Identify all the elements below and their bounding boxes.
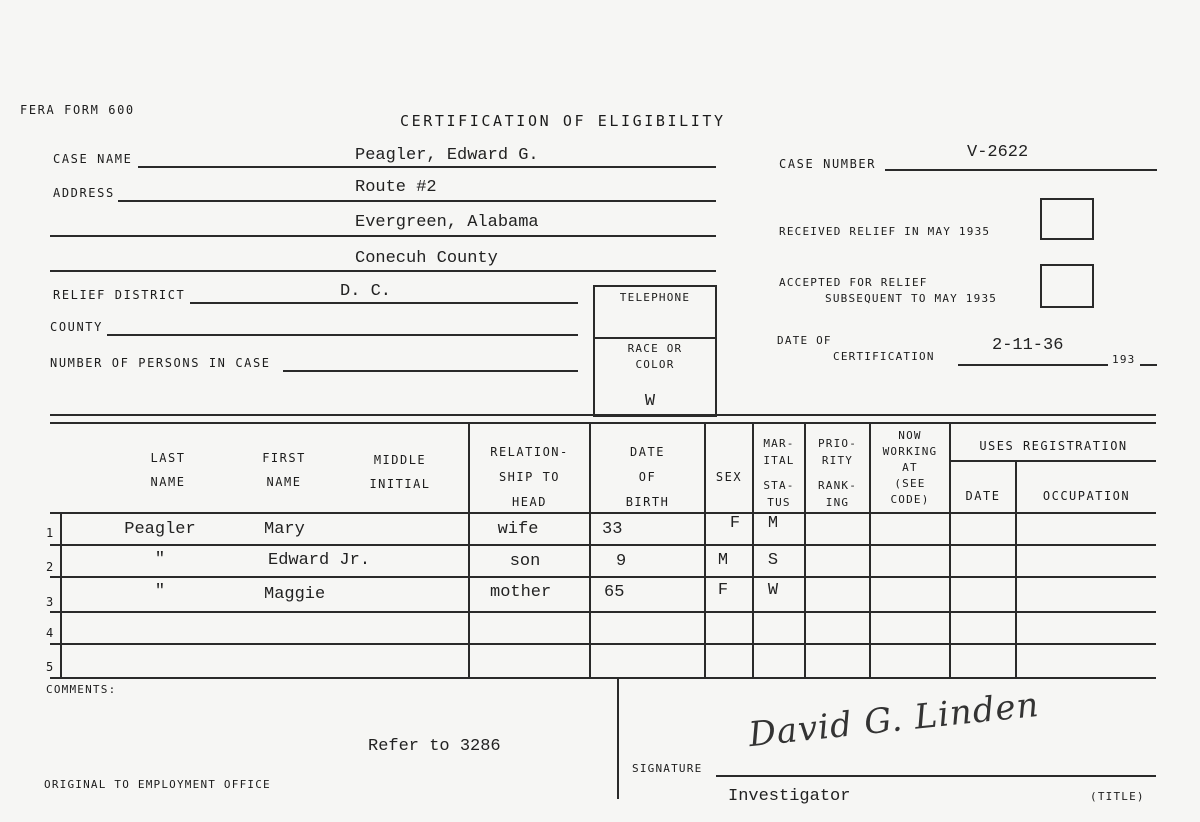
footer-divider (617, 677, 619, 799)
table-top-rule-2 (50, 422, 1156, 424)
header-dob-1: DATE (630, 445, 665, 459)
row-3-first-name: Maggie (264, 585, 326, 604)
header-middle-2: INITIAL (369, 477, 431, 491)
signature-label: SIGNATURE (632, 762, 703, 775)
row-number-3: 3 (46, 595, 54, 609)
case-name-line (138, 166, 716, 168)
row-2-marital: S (767, 551, 779, 570)
header-priority-2: RITY (821, 454, 854, 467)
uses-reg-rule (951, 460, 1156, 462)
relief-district-value: D. C. (340, 282, 392, 301)
header-marital-4: TUS (767, 496, 791, 509)
header-last-name-1: LAST (150, 451, 186, 465)
row-number-2: 2 (46, 560, 54, 574)
row-3-dob: 65 (604, 583, 625, 602)
header-relationship-3: HEAD (512, 495, 547, 509)
table-top-rule-1 (50, 414, 1156, 416)
signature-line (716, 775, 1156, 777)
row-1-last-name: Peagler (124, 520, 196, 539)
row-rule-1 (50, 544, 1156, 546)
case-number-line (885, 169, 1157, 171)
form-title: CERTIFICATION OF ELIGIBILITY (400, 112, 726, 130)
header-marital-2: ITAL (763, 454, 795, 467)
row-rule-0 (50, 512, 1156, 514)
comments-label: COMMENTS: (46, 683, 117, 696)
row-1-sex: F (729, 514, 741, 533)
row-number-1: 1 (46, 526, 54, 540)
header-priority-1: PRIO- (817, 437, 858, 450)
row-number-5: 5 (46, 660, 54, 674)
col-line-rownum (60, 512, 62, 678)
address-line-2-value: Evergreen, Alabama (355, 213, 539, 232)
persons-line (283, 370, 578, 372)
row-3-marital: W (767, 581, 779, 600)
header-relationship-1: RELATION- (490, 445, 569, 459)
row-rule-5 (50, 677, 1156, 679)
address-line-1-value: Route #2 (355, 178, 437, 197)
address-line-3 (50, 270, 716, 272)
telephone-label: TELEPHONE (619, 291, 691, 304)
row-3-relationship: mother (490, 583, 552, 602)
form-id: FERA FORM 600 (20, 103, 135, 117)
address-line-3-value: Conecuh County (355, 249, 498, 268)
accepted-relief-label-1: ACCEPTED FOR RELIEF (779, 276, 928, 289)
header-working-5: CODE) (890, 493, 930, 506)
col-line-sex (704, 422, 706, 678)
row-rule-3 (50, 611, 1156, 613)
row-3-sex: F (717, 581, 729, 600)
signature-image: David G. Linden (746, 684, 1042, 756)
case-name-label: CASE NAME (53, 152, 133, 166)
address-label: ADDRESS (53, 186, 115, 200)
race-value: W (644, 392, 656, 411)
address-line-2 (50, 235, 716, 237)
case-number-label: CASE NUMBER (779, 157, 877, 171)
header-working-4: (SEE (894, 477, 926, 490)
relief-district-line (190, 302, 578, 304)
title-label: (TITLE) (1090, 790, 1145, 803)
date-certification-line (958, 364, 1108, 366)
header-marital-1: MAR- (763, 437, 795, 450)
header-first-name-2: NAME (266, 475, 302, 489)
date-certification-suffix: 193 (1112, 353, 1136, 366)
title-value: Investigator (728, 787, 851, 806)
date-suffix-line (1140, 364, 1157, 366)
header-sex: SEX (715, 470, 743, 484)
row-1-first-name: Mary (264, 520, 305, 539)
header-dob-2: OF (638, 470, 657, 484)
date-certification-value: 2-11-36 (992, 336, 1064, 355)
header-priority-4: ING (825, 496, 850, 509)
case-number-value: V-2622 (967, 143, 1029, 162)
original-to-employment-label: ORIGINAL TO EMPLOYMENT OFFICE (44, 778, 271, 791)
header-uses-registration: USES REGISTRATION (979, 439, 1128, 453)
date-certification-label-1: DATE OF (777, 334, 832, 347)
received-relief-label: RECEIVED RELIEF IN MAY 1935 (779, 225, 991, 238)
race-label-2: COLOR (635, 358, 675, 371)
accepted-relief-checkbox[interactable] (1040, 264, 1094, 308)
persons-label: NUMBER OF PERSONS IN CASE (50, 356, 271, 370)
received-relief-checkbox[interactable] (1040, 198, 1094, 240)
county-line (107, 334, 578, 336)
relief-district-label: RELIEF DISTRICT (53, 288, 186, 302)
row-3-last-name: " (154, 582, 166, 601)
accepted-relief-label-2: SUBSEQUENT TO MAY 1935 (825, 292, 998, 305)
address-line-1 (118, 200, 716, 202)
header-middle-1: MIDDLE (373, 453, 427, 467)
header-first-name-1: FIRST (262, 451, 306, 465)
row-2-dob: 9 (616, 552, 627, 571)
row-number-4: 4 (46, 626, 54, 640)
row-rule-4 (50, 643, 1156, 645)
header-working-3: AT (902, 461, 918, 474)
header-priority-3: RANK- (817, 479, 858, 492)
row-1-marital: M (767, 514, 779, 533)
date-certification-label-2: CERTIFICATION (833, 350, 935, 363)
header-reg-date: DATE (965, 489, 1001, 503)
county-label: COUNTY (50, 320, 103, 334)
row-2-last-name: " (154, 550, 166, 569)
row-2-relationship: son (509, 552, 541, 571)
comments-value: Refer to 3286 (368, 737, 501, 756)
row-1-dob: 33 (602, 520, 623, 539)
header-working-2: WORKING (882, 445, 938, 458)
header-last-name-2: NAME (150, 475, 186, 489)
header-relationship-2: SHIP TO (498, 470, 561, 484)
header-working-1: NOW (898, 429, 922, 442)
header-dob-3: BIRTH (625, 495, 670, 509)
row-1-relationship: wife (497, 520, 539, 539)
header-marital-3: STA- (763, 479, 795, 492)
header-occupation: OCCUPATION (1042, 489, 1131, 503)
row-2-sex: M (717, 551, 729, 570)
case-name-value: Peagler, Edward G. (355, 146, 539, 165)
race-label-1: RACE OR (627, 342, 683, 355)
telephone-divider (593, 337, 715, 339)
row-rule-2 (50, 576, 1156, 578)
row-2-first-name: Edward Jr. (268, 551, 371, 570)
